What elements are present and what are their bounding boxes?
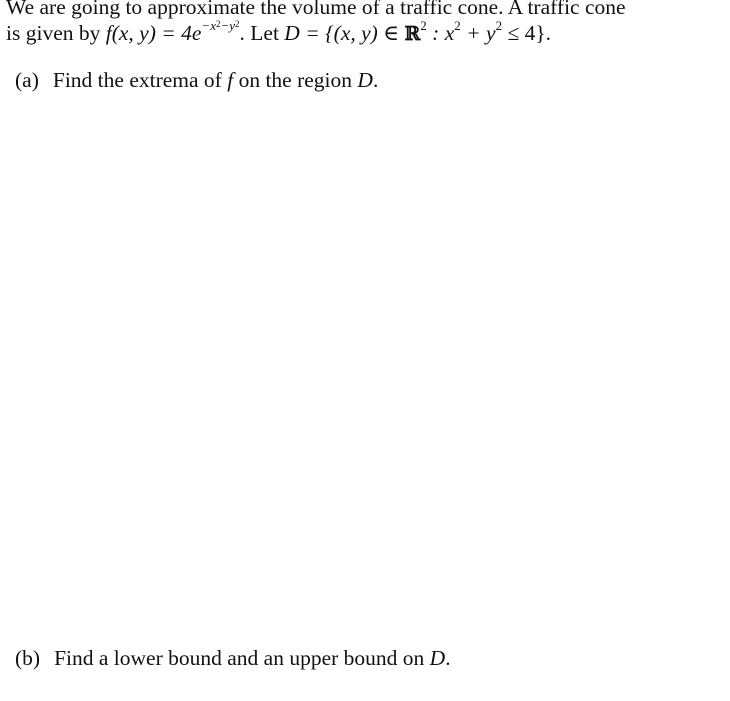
part-b-text: Find a lower bound and an upper bound on: [54, 646, 430, 670]
part-b: [15, 648, 451, 670]
part-a-label: (a): [15, 68, 39, 92]
intro-line-2: [6, 18, 552, 45]
function-definition: f(x, y) = 4e: [105, 21, 202, 45]
region-definition-start: D = {(x, y) ∈: [284, 21, 405, 45]
reals-symbol: ℝ: [404, 23, 421, 45]
part-a-function: f: [227, 68, 234, 92]
region-definition-end: ≤ 4}.: [502, 21, 552, 45]
region-definition-x: : x: [426, 21, 455, 45]
exponent-x-power: 2: [215, 19, 221, 29]
part-a-region: D: [357, 68, 373, 92]
part-a: [15, 70, 378, 92]
part-a-text: Find the extrema of: [52, 68, 228, 92]
part-b-label: (b): [15, 646, 41, 670]
part-b-region: D: [429, 646, 446, 670]
reals-power: 2: [420, 18, 427, 33]
exponent-y-power: 2: [235, 19, 240, 29]
intro-line-1: We are going to approximate the volume of a traffic cone. A traffic cone: [6, 0, 626, 19]
part-a-text-2: on the region: [233, 68, 358, 92]
y-power: 2: [495, 18, 503, 33]
exponent-x-term: −x: [201, 18, 216, 33]
part-b-end: .: [445, 646, 451, 670]
exponent: [201, 18, 239, 33]
region-definition-y: + y: [460, 21, 496, 45]
exponent-y-term: −y: [220, 18, 236, 33]
intro-prefix: is given by: [6, 21, 106, 45]
x-power: 2: [454, 18, 461, 33]
part-a-end: .: [372, 68, 379, 92]
intro-mid: . Let: [239, 21, 285, 45]
